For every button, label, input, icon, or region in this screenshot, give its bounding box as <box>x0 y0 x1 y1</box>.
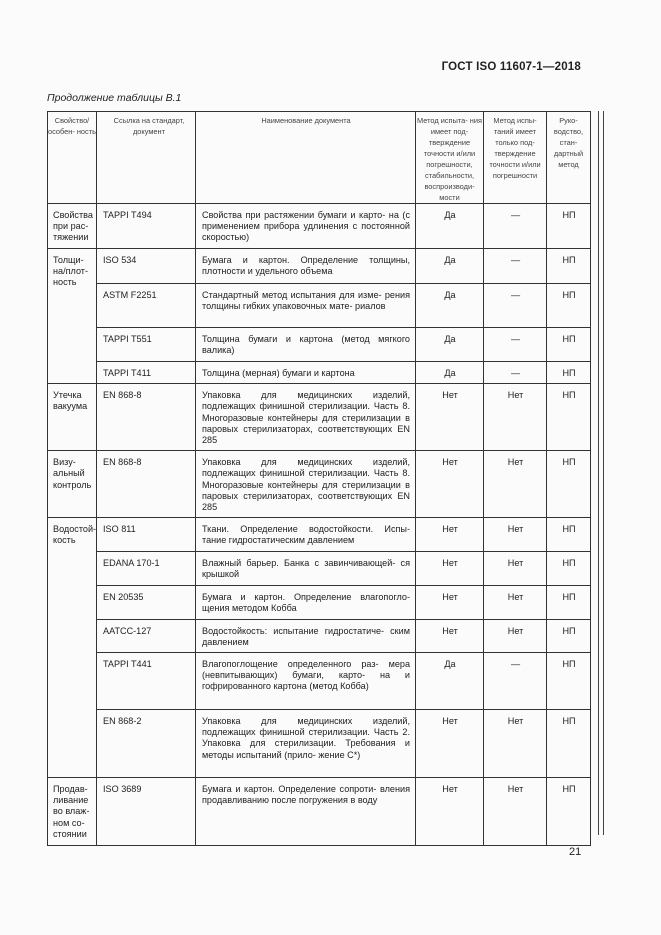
standard-cell: ISO 811 <box>97 518 196 552</box>
table-row <box>48 284 591 328</box>
property-cell: Свойства при рас- тяжении <box>48 204 97 249</box>
method-accuracy-cell: Нет <box>484 778 547 846</box>
table-row <box>48 362 591 384</box>
method-accuracy-cell: Нет <box>484 552 547 585</box>
standard-cell: EN 868-8 <box>97 384 196 451</box>
methods-table <box>47 111 591 846</box>
method-confirmed-cell: Нет <box>416 710 484 778</box>
table-continuation-caption: Продолжение таблицы В.1 <box>47 92 182 104</box>
guidance-cell: НП <box>547 518 591 552</box>
guidance-cell: НП <box>547 778 591 846</box>
standard-cell: ISO 534 <box>97 249 196 284</box>
guidance-cell: НП <box>547 552 591 585</box>
table-row <box>48 204 591 249</box>
standard-cell: EDANA 170-1 <box>97 552 196 585</box>
document-name-cell: Свойства при растяжении бумаги и карто- на (с применением прибора удлинения с постоянной скоростью) <box>196 204 416 249</box>
method-confirmed-cell: Нет <box>416 619 484 652</box>
document-name-cell: Бумага и картон. Определение влагопогло- щения методом Кобба <box>196 585 416 619</box>
property-cell: Водостой- кость <box>48 518 97 778</box>
guidance-cell: НП <box>547 362 591 384</box>
method-confirmed-cell: Нет <box>416 384 484 451</box>
method-accuracy-cell: Нет <box>484 619 547 652</box>
table-row <box>48 552 591 585</box>
method-accuracy-cell: Нет <box>484 518 547 552</box>
method-confirmed-cell: Нет <box>416 585 484 619</box>
property-cell: Визу- альный контроль <box>48 451 97 518</box>
guidance-cell: НП <box>547 619 591 652</box>
document-name-cell: Бумага и картон. Определение толщины, плотности и удельного объема <box>196 249 416 284</box>
table-body <box>48 204 591 846</box>
guidance-cell: НП <box>547 653 591 710</box>
guidance-cell: НП <box>547 585 591 619</box>
standard-cell: ASTM F2251 <box>97 284 196 328</box>
guidance-cell: НП <box>547 384 591 451</box>
method-accuracy-cell: Нет <box>484 451 547 518</box>
standard-cell: EN 868-8 <box>97 451 196 518</box>
method-confirmed-cell: Да <box>416 249 484 284</box>
method-confirmed-cell: Да <box>416 204 484 249</box>
method-accuracy-cell: — <box>484 328 547 362</box>
method-confirmed-cell: Да <box>416 284 484 328</box>
document-name-cell: Упаковка для медицинских изделий, подлежащих финишной стерилизации. Часть 8. Многоразовые контейнеры для стерилизации в паровых стерилизаторах, соответствующих EN 285 <box>196 451 416 518</box>
document-name-cell: Ткани. Определение водостойкости. Испы- тание гидростатическим давлением <box>196 518 416 552</box>
method-accuracy-cell: — <box>484 653 547 710</box>
table-row <box>48 328 591 362</box>
guidance-cell: НП <box>547 204 591 249</box>
property-cell: Толщи- на/плот- ность <box>48 249 97 384</box>
method-confirmed-cell: Нет <box>416 451 484 518</box>
method-accuracy-cell: — <box>484 362 547 384</box>
document-name-cell: Толщина (мерная) бумаги и картона <box>196 362 416 384</box>
guidance-cell: НП <box>547 328 591 362</box>
table-row <box>48 778 591 846</box>
document-name-cell: Водостойкость: испытание гидростатиче- ским давлением <box>196 619 416 652</box>
method-accuracy-cell: Нет <box>484 710 547 778</box>
standard-cell: AATCC-127 <box>97 619 196 652</box>
table-row <box>48 653 591 710</box>
table-header-row <box>48 112 591 204</box>
method-confirmed-cell: Да <box>416 653 484 710</box>
document-name-cell: Влагопоглощение определенного раз- мера (невпитывающих) бумаги, карто- на и гофрированного картона (метод Кобба) <box>196 653 416 710</box>
method-accuracy-cell: — <box>484 204 547 249</box>
document-name-cell: Стандартный метод испытания для изме- рения толщины гибких упаковочных мате- риалов <box>196 284 416 328</box>
document-name-cell: Упаковка для медицинских изделий, подлежащих финишной стерилизации. Часть 2. Упаковка для стерилизации. Требования и методы испытаний (прило- жение С*) <box>196 710 416 778</box>
standard-cell: TAPPI T551 <box>97 328 196 362</box>
property-cell: Продав- ливание во влаж- ном со- стоянии <box>48 778 97 846</box>
method-confirmed-cell: Да <box>416 362 484 384</box>
side-margin-lines <box>598 111 606 835</box>
table-row <box>48 585 591 619</box>
document-name-cell: Упаковка для медицинских изделий, подлежащих финишной стерилизации. Часть 8. Многоразовые контейнеры для стерилизации в паровых стерилизаторах, соответствующих EN 285 <box>196 384 416 451</box>
table-row <box>48 249 591 284</box>
property-cell: Утечка вакуума <box>48 384 97 451</box>
header-property: Свойство/ особен- ность <box>48 112 97 204</box>
table-row <box>48 518 591 552</box>
header-method-accuracy-only: Метод испы- таний имеет только под- тверждение точности и/или погрешности <box>484 112 547 204</box>
header-guidance: Руко- водство, стан- дартный метод <box>547 112 591 204</box>
guidance-cell: НП <box>547 451 591 518</box>
table-row <box>48 451 591 518</box>
standard-cell: ISO 3689 <box>97 778 196 846</box>
method-accuracy-cell: Нет <box>484 384 547 451</box>
standard-cell: EN 20535 <box>97 585 196 619</box>
method-accuracy-cell: — <box>484 284 547 328</box>
document-name-cell: Бумага и картон. Определение сопроти- вления продавливанию после погружения в воду <box>196 778 416 846</box>
header-document-name: Наименование документа <box>196 112 416 204</box>
method-accuracy-cell: Нет <box>484 585 547 619</box>
document-standard-title: ГОСТ ISO 11607-1—2018 <box>441 61 581 73</box>
method-confirmed-cell: Нет <box>416 552 484 585</box>
method-confirmed-cell: Нет <box>416 778 484 846</box>
method-confirmed-cell: Да <box>416 328 484 362</box>
table-row <box>48 384 591 451</box>
document-name-cell: Толщина бумаги и картона (метод мягкого валика) <box>196 328 416 362</box>
table-row <box>48 619 591 652</box>
header-method-confirmed: Метод испыта- ния имеет под- тверждение точности и/или погрешности, стабильности, воспроизводи- мости <box>416 112 484 204</box>
method-accuracy-cell: — <box>484 249 547 284</box>
guidance-cell: НП <box>547 710 591 778</box>
page-number: 21 <box>569 846 582 858</box>
guidance-cell: НП <box>547 249 591 284</box>
standard-cell: EN 868-2 <box>97 710 196 778</box>
header-standard: Ссылка на стандарт, документ <box>97 112 196 204</box>
method-confirmed-cell: Нет <box>416 518 484 552</box>
standard-cell: TAPPI T411 <box>97 362 196 384</box>
standard-cell: TAPPI T441 <box>97 653 196 710</box>
document-name-cell: Влажный барьер. Банка с завинчивающей- ся крышкой <box>196 552 416 585</box>
table-row <box>48 710 591 778</box>
guidance-cell: НП <box>547 284 591 328</box>
standard-cell: TAPPI T494 <box>97 204 196 249</box>
